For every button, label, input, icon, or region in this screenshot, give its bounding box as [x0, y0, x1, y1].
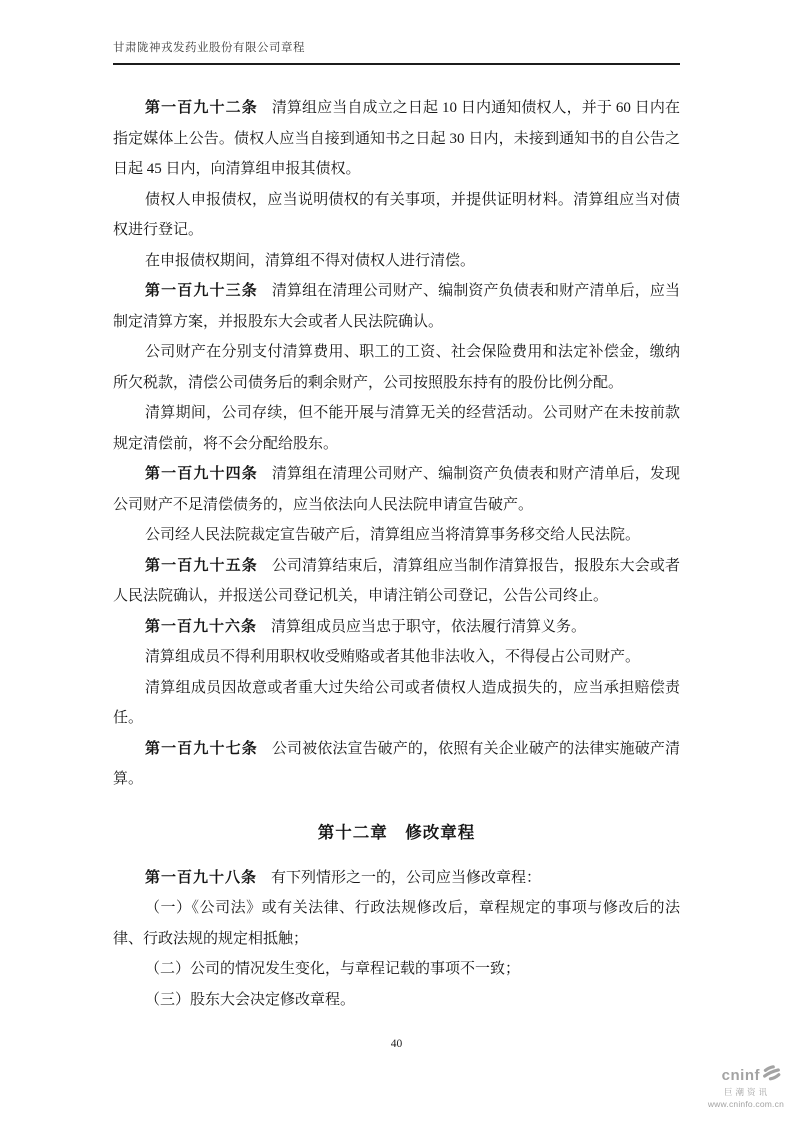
paragraph-text: 公司清算结束后，清算组应当制作清算报告，报股东大会或者人民法院确认，并报送公司登记机关，申请注销公司登记，公告公司终止。 — [113, 557, 680, 604]
article-paragraph — [113, 551, 680, 612]
cninfo-watermark — [688, 1064, 784, 1108]
paragraph-text: 清算组成员不得利用职权收受贿赂或者其他非法收入，不得侵占公司财产。 — [145, 649, 641, 665]
list-item — [113, 954, 680, 985]
article-number: 第一百九十八条 — [145, 868, 258, 886]
document-body — [113, 93, 680, 1015]
cninfo-brand-text: cninf — [721, 1066, 760, 1084]
article-number: 第一百九十六条 — [145, 617, 258, 635]
article-paragraph — [113, 863, 680, 894]
article-number: 第一百九十五条 — [145, 556, 258, 574]
list-item — [113, 893, 680, 954]
article-paragraph — [113, 93, 680, 185]
body-paragraph — [113, 520, 680, 551]
body-paragraph — [113, 642, 680, 673]
body-paragraph — [113, 337, 680, 398]
article-paragraph — [113, 276, 680, 337]
cninfo-brand-cn: 巨潮资讯 — [723, 1087, 770, 1097]
article-number: 第一百九十七条 — [145, 739, 258, 757]
article-number: 第一百九十四条 — [145, 465, 258, 482]
article-paragraph — [113, 734, 680, 795]
cninfo-url-text: www.cninfo.com.cn — [707, 1098, 784, 1109]
page-header — [113, 38, 680, 65]
paragraph-text: 清算期间，公司存续，但不能开展与清算无关的经营活动。公司财产在未按前款规定清偿前，将不会分配给股东。 — [113, 405, 680, 452]
cninfo-swirl-icon — [761, 1064, 782, 1086]
paragraph-text: 公司被依法宣告破产的，依照有关企业破产的法律实施破产清算。 — [113, 740, 680, 787]
body-paragraph — [113, 673, 680, 734]
article-paragraph — [113, 612, 680, 643]
body-paragraph — [113, 185, 680, 246]
paragraph-text: 清算组成员应当忠于职守，依法履行清算义务。 — [271, 618, 587, 635]
body-paragraph — [113, 398, 680, 459]
paragraph-text: 在申报债权期间，清算组不得对债权人进行清偿。 — [145, 252, 476, 269]
paragraph-text: 有下列情形之一的，公司应当修改章程： — [271, 869, 542, 886]
article-number: 第一百九十三条 — [145, 282, 258, 299]
page-number: 40 — [390, 1038, 403, 1050]
list-item — [113, 985, 680, 1016]
paragraph-text: 清算组在清理公司财产、编制资产负债表和财产清单后，应当制定清算方案，并报股东大会或者人民法院确认。 — [113, 283, 680, 330]
chapter-heading: 第十二章 修改章程 — [317, 823, 476, 842]
article-paragraph — [113, 459, 680, 520]
paragraph-text: （二）公司的情况发生变化，与章程记载的事项不一致； — [145, 961, 521, 977]
paragraph-text: 清算组成员因故意或者重大过失给公司或者债权人造成损失的，应当承担赔偿责任。 — [113, 679, 680, 726]
paragraph-text: （三）股东大会决定修改章程。 — [145, 991, 356, 1008]
paragraph-text: 债权人申报债权，应当说明债权的有关事项，并提供证明材料。清算组应当对债权进行登记。 — [113, 191, 680, 238]
paragraph-text: 清算组应当自成立之日起 10 日内通知债权人，并于 60 日内在指定媒体上公告。债权人应当自接到通知书之日起 30 日内，未接到通知书的自公告之日起 45 日内，向清算组申报其债权。 — [113, 100, 680, 177]
body-paragraph — [113, 246, 680, 277]
header-title: 甘肃陇神戎发药业股份有限公司章程 — [113, 42, 305, 54]
paragraph-text: 清算组在清理公司财产、编制资产负债表和财产清单后，发现公司财产不足清偿债务的，应当依法向人民法院申请宣告破产。 — [113, 466, 680, 513]
paragraph-text: 公司经人民法院裁定宣告破产后，清算组应当将清算事务移交给人民法院。 — [145, 527, 641, 543]
paragraph-text: （一）《公司法》或有关法律、行政法规修改后，章程规定的事项与修改后的法律、行政法规的规定相抵触； — [113, 900, 680, 947]
paragraph-text: 公司财产在分别支付清算费用、职工的工资、社会保险费用和法定补偿金，缴纳所欠税款，清偿公司债务后的剩余财产，公司按照股东持有的股份比例分配。 — [113, 344, 680, 391]
article-number: 第一百九十二条 — [145, 99, 258, 116]
